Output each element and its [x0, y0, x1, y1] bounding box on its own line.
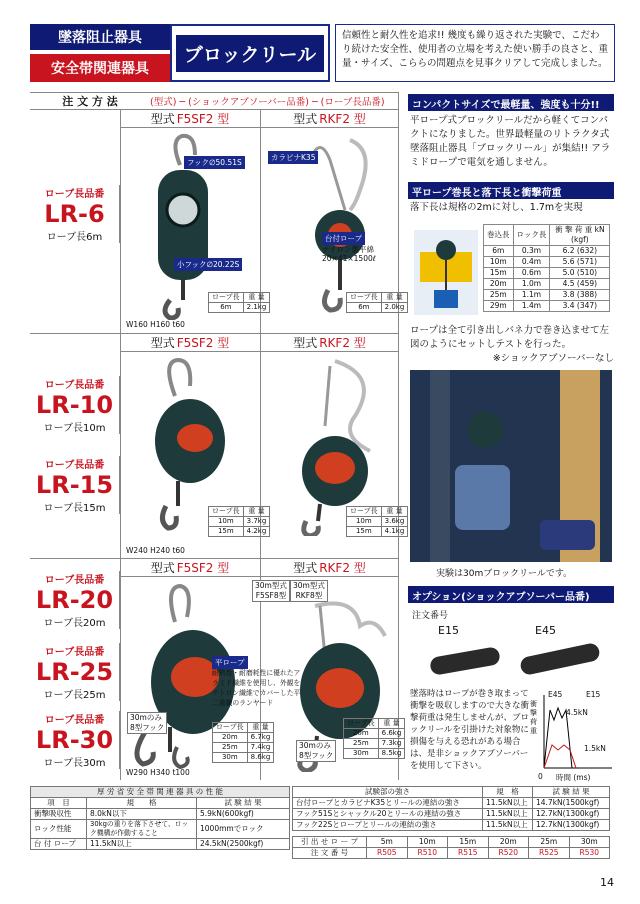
graph-y-label: 衝撃荷重	[530, 700, 537, 735]
graph-label-e45: E45	[548, 690, 563, 699]
heading-option: オプション(ショックアブソーバー品番)	[408, 586, 614, 603]
performance-table: 厚 労 省 安 全 帯 関 連 器 具 の 性 能 項 目 規 格 試 験 結 果 衝撃吸収性 8.0kN以下 5.9kN(600kgf) ロック性能 30kgの重りを落下させて、ロック機構が作動すること 1000mmでロック 台 付 ロープ 11.5kN以上 24.5kN(2500kgf)	[30, 786, 290, 850]
drop-test-table: 巻込長 ロック長 衝 撃 荷 重 kN (kgf) 6m 0.3m 6.2 (632) 10m 0.4m 5.6 (571) 15m 0.6m 5.0 (510) 20m 1.0m 4.5 (459) 25m 1.1m 3.8 (388) 29m 1.4m 3.4 (347)	[483, 224, 610, 312]
col-header-left: 型式 F5SF2 型	[120, 559, 260, 577]
product-title-box	[170, 24, 330, 82]
hook-tag: フック∅50.51S	[184, 156, 245, 169]
weight-table-right-3: ロープ長 重 量 20m 6.6kg 25m 7.3kg 30m 8.5kg	[343, 718, 405, 759]
col-header-right: 型式 RKF2 型	[261, 334, 398, 352]
photo-caption: 実験は30mブロックリールです。	[436, 569, 573, 579]
heading-drop-test: 平ロープ巻長と落下長と衝撃荷重	[408, 182, 614, 199]
test-setup-diagram	[412, 220, 480, 320]
option-text: 墜落時はロープが巻き取まって衝撃を吸収しますので大きな衝撃荷重は発生しませんが、ブロックリールを引掛けた対象物に損傷を与える恐れがある場合は、是非ショックアブソーバーを使用して下さい。	[410, 689, 530, 771]
weight-table-right-2: ロープ長 重 量 10m 3.6kg 15m 4.1kg	[346, 506, 408, 537]
small-hook-tag: 小フック∅20.22S	[174, 258, 242, 271]
length-code-block: ローブ長品番 LR-10 ローブ長10m	[30, 376, 120, 434]
col-header-right: 型式 RKF2 型	[261, 110, 398, 128]
product-title: ブロックリール	[176, 35, 324, 72]
model-note-left: 30m型式 F5SF8型	[252, 580, 290, 602]
divider	[120, 110, 121, 780]
length-code-block: ローブ長品番 LR-20 ローブ長20m	[30, 571, 120, 629]
order-method-label: 注 文 方 法	[62, 95, 118, 108]
anchor-rope-material: ナイロン製平綿	[322, 245, 374, 254]
flat-rope-desc: 耐熱性・耐磨耗性に優れたアラミド繊維を使用し、外観をテトロン繊維でカバーした平二重織のランヤード	[212, 669, 301, 707]
hook-note-left: 30mのみ 8型フック	[127, 712, 167, 734]
weight-table-left-3: ロープ長 重 量 20m 6.7kg 25m 7.4kg 30m 8.6kg	[212, 722, 274, 763]
hook-note-right: 30mのみ 8型フック	[296, 740, 336, 762]
category-harness-related: 安全帯関連器具	[30, 54, 170, 82]
shock-load-graph	[532, 690, 614, 780]
dimensions-2: W240 H240 t60	[126, 546, 185, 555]
drop-length-note: 落下長は規格の2mに対し、1.7mを実現	[410, 202, 583, 213]
weight-table-left-1: ロープ長 重 量 6m 2.1kg	[208, 292, 270, 313]
shock-absorber-illustration	[420, 638, 610, 680]
dimensions-1: W160 H160 t60	[126, 320, 185, 329]
graph-label-e15: E15	[586, 690, 601, 699]
length-code-block: ローブ長品番 LR-15 ローブ長15m	[30, 456, 120, 514]
test-method-note: ※ショックアブソーバーなし	[492, 353, 614, 364]
col-header-left: 型式 F5SF2 型	[120, 334, 260, 352]
col-header-right: 型式 RKF2 型	[261, 559, 398, 577]
option-code-e15: E15	[438, 624, 459, 637]
test-photo	[410, 370, 612, 562]
length-code-block: ローブ長品番 LR-25 ローブ長25m	[30, 643, 120, 701]
col-header-left: 型式 F5SF2 型	[120, 110, 260, 128]
option-order-label: 注文番号	[412, 611, 449, 621]
order-format: (型式) ─ (ショックアブソーバー品番) ─ (ローブ長品番)	[150, 97, 385, 108]
order-code-table: 引 出 せ ロ ー プ 5m 10m 15m 20m 25m 30m 注 文 番 号 R505 R510 R515 R520 R525 R530	[292, 836, 610, 859]
graph-zero: 0	[538, 772, 543, 781]
length-code-block: ローブ長品番 LR-30 ローブ長30m	[30, 711, 120, 769]
strength-table: 試験部の強さ 規 格 試 験 結 果 台付ロープとカラビナK35とリールの連結の強さ 11.5kN以上 14.7kN(1500kgf) フック51Sとシャックル20とリールの連結の強さ 11.5kN以上 12.7kN(1300kgf) フック22Sとロープとリールの連結の強さ 11.5kN以上 12.7kN(1300kgf)	[292, 786, 610, 831]
category-fall-arrest: 墜落阻止器具	[30, 24, 170, 50]
option-code-e45: E45	[535, 624, 556, 637]
graph-label-45kn: 4.5kN	[566, 708, 588, 717]
graph-x-label: 時間 (ms)	[556, 773, 591, 782]
anchor-rope-size: 20×41×1500ℓ	[322, 254, 376, 263]
page-number: 14	[600, 876, 614, 889]
length-code-block: ローブ長品番 LR-6 ローブ長6m	[30, 185, 120, 243]
order-method-row	[30, 92, 398, 110]
heading-compact: コンパクトサイズで最軽量、強度も十分!!	[408, 94, 614, 111]
weight-table-right-1: ロープ長 重 量 6m 2.0kg	[346, 292, 408, 313]
carabiner-tag: カラビナK35	[268, 151, 318, 164]
flat-rope-tag: 平ロープ	[212, 656, 248, 669]
dimensions-3: W290 H340 t100	[126, 768, 190, 777]
intro-text: 信頼性と耐久性を追求!! 幾度も繰り返された実験で、こだわり続けた安全性、使用者の立場を考えた使い勝手の良さと、重量・サイズ、こららの問題点を見事クリアして完成しました。	[335, 24, 615, 82]
weight-table-left-2: ロープ長 重 量 10m 3.7kg 15m 4.2kg	[208, 506, 270, 537]
compact-text: 平ロープ式ブロックリールだから軽くてコンパクトになりました。世界最軽量のリトラクタ式墜落阻止器具「ブロックリール」が集結!! アラミドロープで電気を通しません。	[410, 115, 611, 168]
test-method-text: ロープは全て引き出しバネ力で巻き込ませて左図のようにセットしテストを行った。	[410, 325, 610, 350]
graph-label-15kn: 1.5kN	[584, 744, 606, 753]
anchor-rope-tag: 台付ロープ	[322, 232, 365, 245]
model-note-right: 30m型式 RKF8型	[290, 580, 328, 602]
